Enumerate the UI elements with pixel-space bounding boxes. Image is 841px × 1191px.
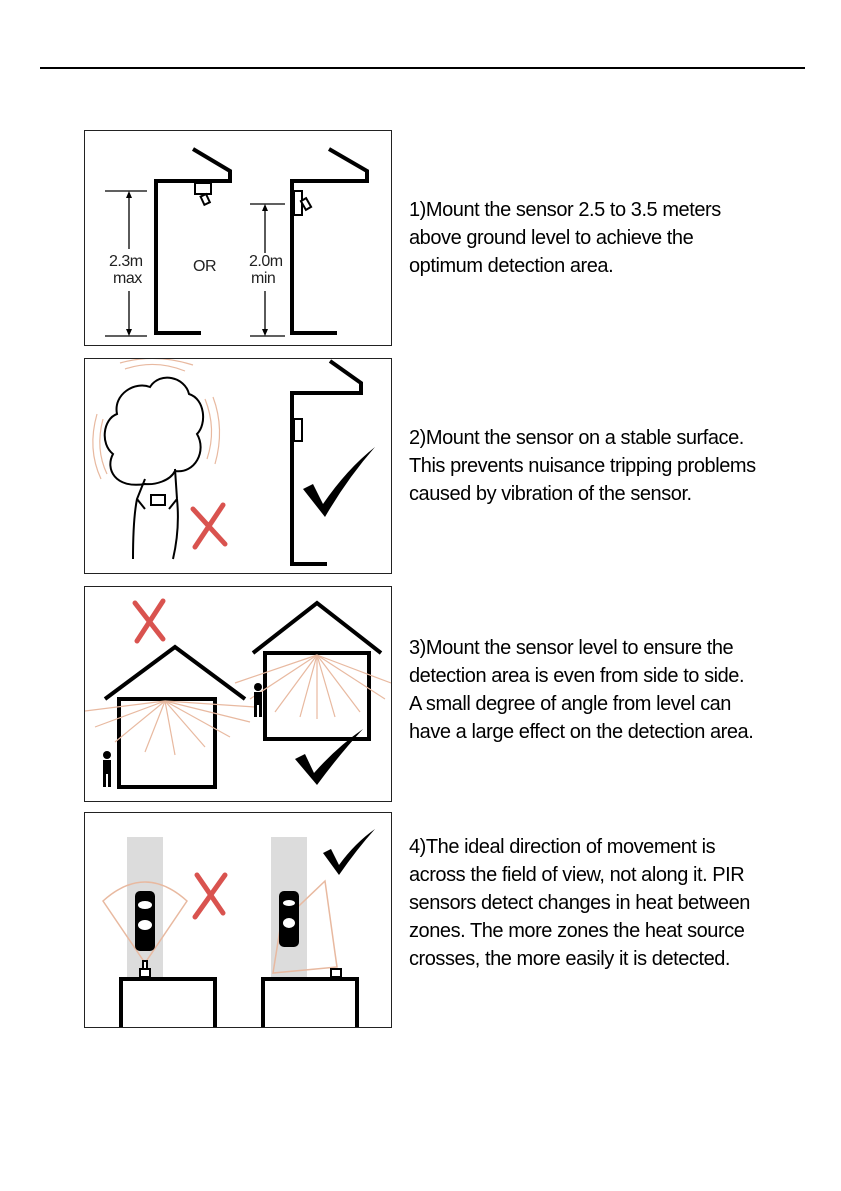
tilted-detection-beams xyxy=(85,701,255,755)
step-4-text: 4)The ideal direction of movement is across the field of view, not along it. PIR sensors detect changes in heat between zones. The more zones the heat source crosses, the more easily it is detected. xyxy=(409,836,750,970)
step-1-text: 1)Mount the sensor 2.5 to 3.5 meters above ground level to achieve the optimum detection area. xyxy=(409,199,721,277)
or-label: OR xyxy=(193,258,216,275)
figure-stable-surface xyxy=(84,358,392,574)
checkmark-icon xyxy=(303,447,375,517)
height-min-label: min xyxy=(251,270,276,287)
sensor-on-tree-icon xyxy=(151,495,165,505)
sensor-wall-icon xyxy=(294,191,311,215)
cross-icon xyxy=(195,875,225,917)
checkmark-icon xyxy=(323,829,375,875)
height-max-value: 2.3m xyxy=(109,253,143,270)
step-3-text: 3)Mount the sensor level to ensure the detection area is even from side to side. A small degree of angle from level can have a large effect on the detection area. xyxy=(409,637,754,743)
figure-mount-height xyxy=(84,130,392,346)
cross-icon xyxy=(193,505,225,547)
step-2-text: 2)Mount the sensor on a stable surface. This prevents nuisance tripping problems caused by vibration of the sensor. xyxy=(409,427,756,505)
sensor-wall-icon xyxy=(294,419,302,441)
header-rule xyxy=(40,67,805,69)
car-icon xyxy=(279,891,299,947)
figure-level-mount xyxy=(84,586,392,802)
sensor-ceiling-icon xyxy=(195,183,211,205)
height-max-label: max xyxy=(113,270,142,287)
person-icon xyxy=(103,751,111,787)
cross-icon xyxy=(135,601,163,641)
person-icon xyxy=(254,683,262,717)
figure-movement-direction xyxy=(84,812,392,1028)
height-min-value: 2.0m xyxy=(249,253,283,270)
tree-icon xyxy=(105,378,203,485)
car-icon xyxy=(135,891,155,951)
